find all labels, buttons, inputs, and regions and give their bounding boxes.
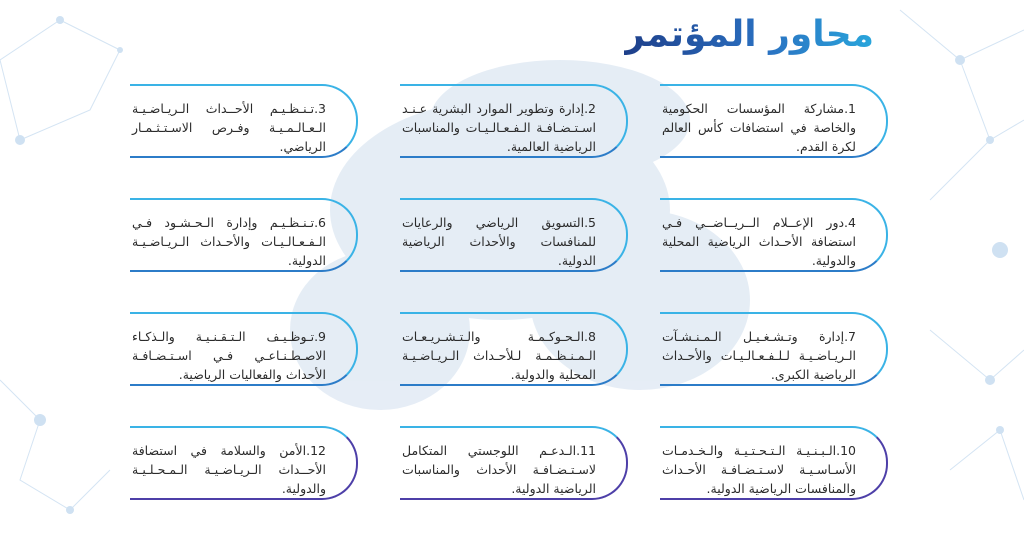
topic-text: 9.تـوظـيـف الـتـقـنـيـة والـذكـاء الاصـطـنـاعـي فـي اسـتـضـافـة الأحداث والفعاليات الرياضية. xyxy=(132,329,326,382)
topic-card-7 xyxy=(660,312,888,386)
topic-text: 5.التسويق الرياضي والرعايات للمنافسات والأحداث الرياضية الدولية. xyxy=(402,215,596,268)
topic-card-1 xyxy=(660,84,888,158)
topic-card-12 xyxy=(130,426,358,500)
topic-card-11 xyxy=(400,426,628,500)
topic-card-4 xyxy=(660,198,888,272)
topic-card-5 xyxy=(400,198,628,272)
topic-text: 12.الأمن والسلامة في استضافة الأحــداث الـريـاضـيـة الـمـحـلـيـة والدولية. xyxy=(132,443,326,496)
topic-text: 10.الـبـنـيـة الـتـحـتـيـة والـخـدمـات الأسـاسـيـة لاسـتـضـافـة الأحـداث والمنافسات الرياضية الدولية. xyxy=(662,443,856,496)
topic-text: 6.تـنـظـيـم وإدارة الـحـشـود فـي الـفـعـالـيـات والأحـداث الـريـاضـيـة الدولية. xyxy=(132,215,326,268)
topic-text: 2.إدارة وتطوير الموارد البشرية عـنـد اسـتـضـافـة الـفـعـالـيـات والمناسبات الرياضية العالمية. xyxy=(402,101,596,154)
topic-card-2 xyxy=(400,84,628,158)
topic-text: 8.الـحـوكـمـة والـتـشـريـعـات الـمـنـظـمـة لـلأحـداث الـريـاضـيـة المحلية والدولية. xyxy=(402,329,596,382)
topic-text: 11.الـدعـم اللوجستي المتكامل لاسـتـضـافـة الأحداث والمناسبات الرياضية الدولية. xyxy=(402,443,596,496)
topic-card-8 xyxy=(400,312,628,386)
topic-text: 3.تـنـظـيـم الأحــداث الـريـاضـيـة الـعـالـمـيـة وفـرص الاسـتـثـمـار الرياضي. xyxy=(132,101,326,154)
topic-card-9 xyxy=(130,312,358,386)
topic-card-6 xyxy=(130,198,358,272)
page-title: محاور المؤتمر xyxy=(624,10,874,60)
topic-text: 4.دور الإعــلام الــريــاضــي فـي استضافة الأحـداث الرياضية المحلية والدولية. xyxy=(662,215,856,268)
topic-card-3 xyxy=(130,84,358,158)
topic-card-10 xyxy=(660,426,888,500)
topic-text: 7.إدارة وتـشـغـيـل الـمـنـشـآت الـريـاضـيـة لـلـفـعـالـيـات والأحـداث الرياضية الكبرى. xyxy=(662,329,856,382)
topic-text: 1.مشاركة المؤسسات الحكومية والخاصة في استضافات كأس العالم لكرة القدم. xyxy=(662,101,856,154)
